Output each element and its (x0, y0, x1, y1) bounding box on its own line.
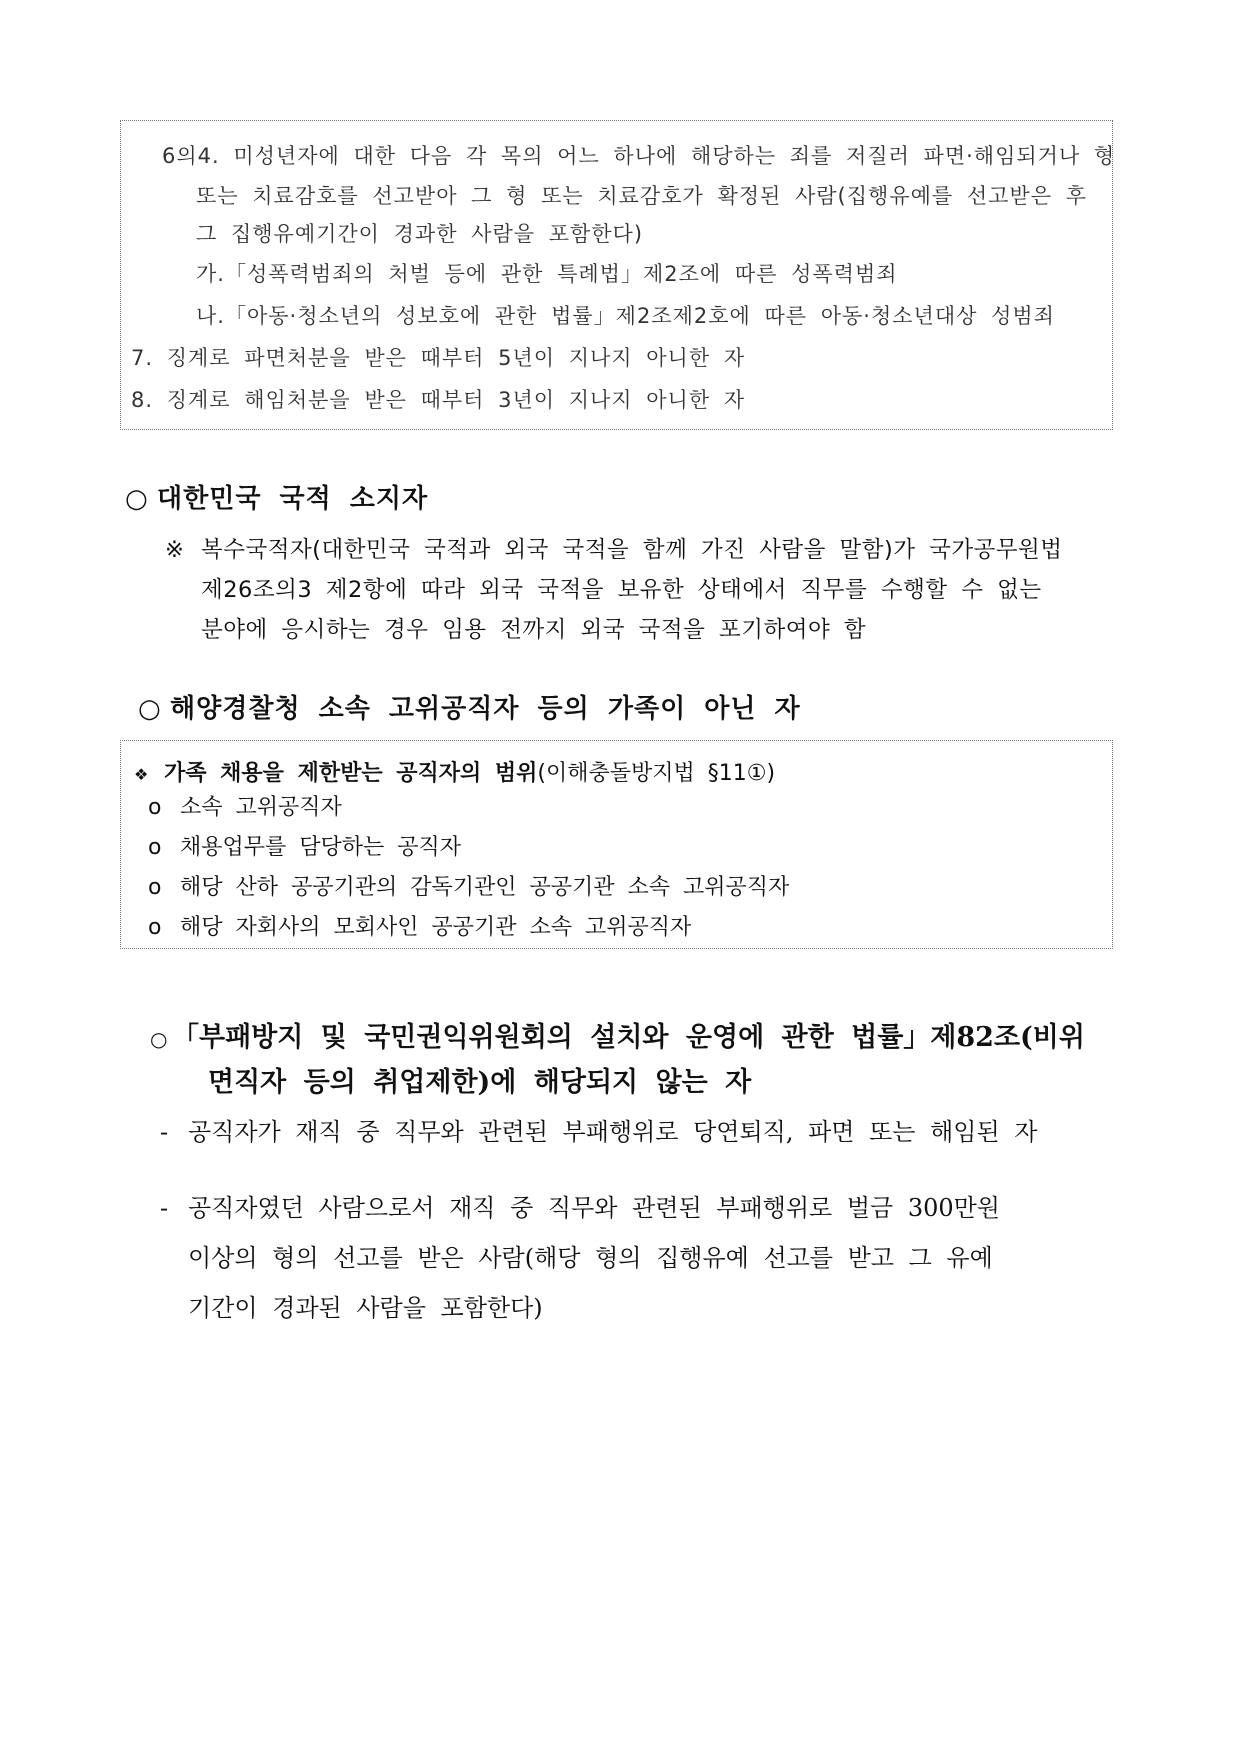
anticorruption-heading-line-2: 면직자 등의 취업제한)에 해당되지 않는 자 (208, 1067, 752, 1098)
circle-bullet-icon: ○ (138, 694, 162, 724)
family-box-item-2: o 채용업무를 담당하는 공직자 (148, 835, 462, 860)
family-box-title-ref: (이해충돌방지법 §11①) (537, 761, 776, 786)
small-circle-bullet-icon: o (148, 795, 162, 820)
small-circle-bullet-icon: o (148, 835, 162, 860)
family-heading (138, 688, 801, 725)
circle-bullet-icon: ○ (125, 484, 149, 514)
anticorruption-item-2-line-1: - 공직자였던 사람으로서 재직 중 직무와 관련된 부패행위로 벌금 300만원 (160, 1194, 1000, 1222)
nationality-note-line-2: 제26조의3 제2항에 따라 외국 국적을 보유한 상태에서 직무를 수행할 수 없는 (201, 577, 1042, 603)
anticorruption-item-1: - 공직자가 재직 중 직무와 관련된 부패행위로 당연퇴직, 파면 또는 해임된 자 (160, 1118, 1038, 1146)
item-8: 8. 징계로 해임처분을 받은 때부터 3년이 지나지 아니한 자 (131, 388, 746, 412)
anticorruption-item-2-line-2: 이상의 형의 선고를 받은 사람(해당 형의 집행유예 선고를 받고 그 유예 (188, 1244, 993, 1272)
diamond-bullet-icon: ❖ (134, 765, 149, 784)
item-6-4-sub-ga: 가.「성폭력범죄의 처벌 등에 관한 특례법」제2조에 따른 성폭력범죄 (196, 262, 898, 286)
family-box-item-4: o 해당 자회사의 모회사인 공공기관 소속 고위공직자 (148, 915, 692, 940)
small-circle-bullet-icon: o (148, 875, 162, 900)
small-circle-bullet-icon: o (148, 915, 162, 940)
family-box-item-1: o 소속 고위공직자 (148, 795, 342, 820)
circle-bullet-icon: ○ (150, 1027, 168, 1051)
reference-mark-icon: ※ (165, 537, 185, 563)
nationality-heading-text: 대한민국 국적 소지자 (157, 484, 429, 514)
item-6-4-line-2: 또는 치료감호를 선고받아 그 형 또는 치료감호가 확정된 사람(집행유예를 선고받은 후 (196, 184, 1087, 208)
item-6-4-sub-na: 나.「아동·청소년의 성보호에 관한 법률」제2조제2호에 따른 아동·청소년대상 성범죄 (196, 304, 1055, 328)
nationality-note-line-3: 분야에 응시하는 경우 임용 전까지 외국 국적을 포기하여야 함 (201, 617, 867, 643)
dash-bullet-icon: - (160, 1194, 169, 1222)
family-box-title (134, 756, 775, 787)
nationality-heading (125, 478, 428, 515)
anticorruption-item-2-line-3: 기간이 경과된 사람을 포함한다) (188, 1294, 543, 1322)
item-6-4-line-1: 6의4. 미성년자에 대한 다음 각 목의 어느 하나에 해당하는 죄를 저질러 파면·해임되거나 형 (162, 144, 1116, 168)
item-6-4-line-3: 그 집행유예기간이 경과한 사람을 포함한다) (196, 222, 644, 246)
anticorruption-heading-line-1: ○ 「부패방지 및 국민권익위원회의 설치와 운영에 관한 법률」제82조(비위 (150, 1022, 1085, 1053)
family-heading-text: 해양경찰청 소속 고위공직자 등의 가족이 아닌 자 (170, 694, 801, 724)
item-7: 7. 징계로 파면처분을 받은 때부터 5년이 지나지 아니한 자 (131, 346, 746, 370)
nationality-note-line-1: ※ 복수국적자(대한민국 국적과 외국 국적을 함께 가진 사람을 말함)가 국가공무원법 (165, 537, 1063, 563)
family-box-item-3: o 해당 산하 공공기관의 감독기관인 공공기관 소속 고위공직자 (148, 875, 790, 900)
dash-bullet-icon: - (160, 1118, 169, 1146)
family-box-title-bold: 가족 채용을 제한받는 공직자의 범위 (164, 761, 538, 786)
